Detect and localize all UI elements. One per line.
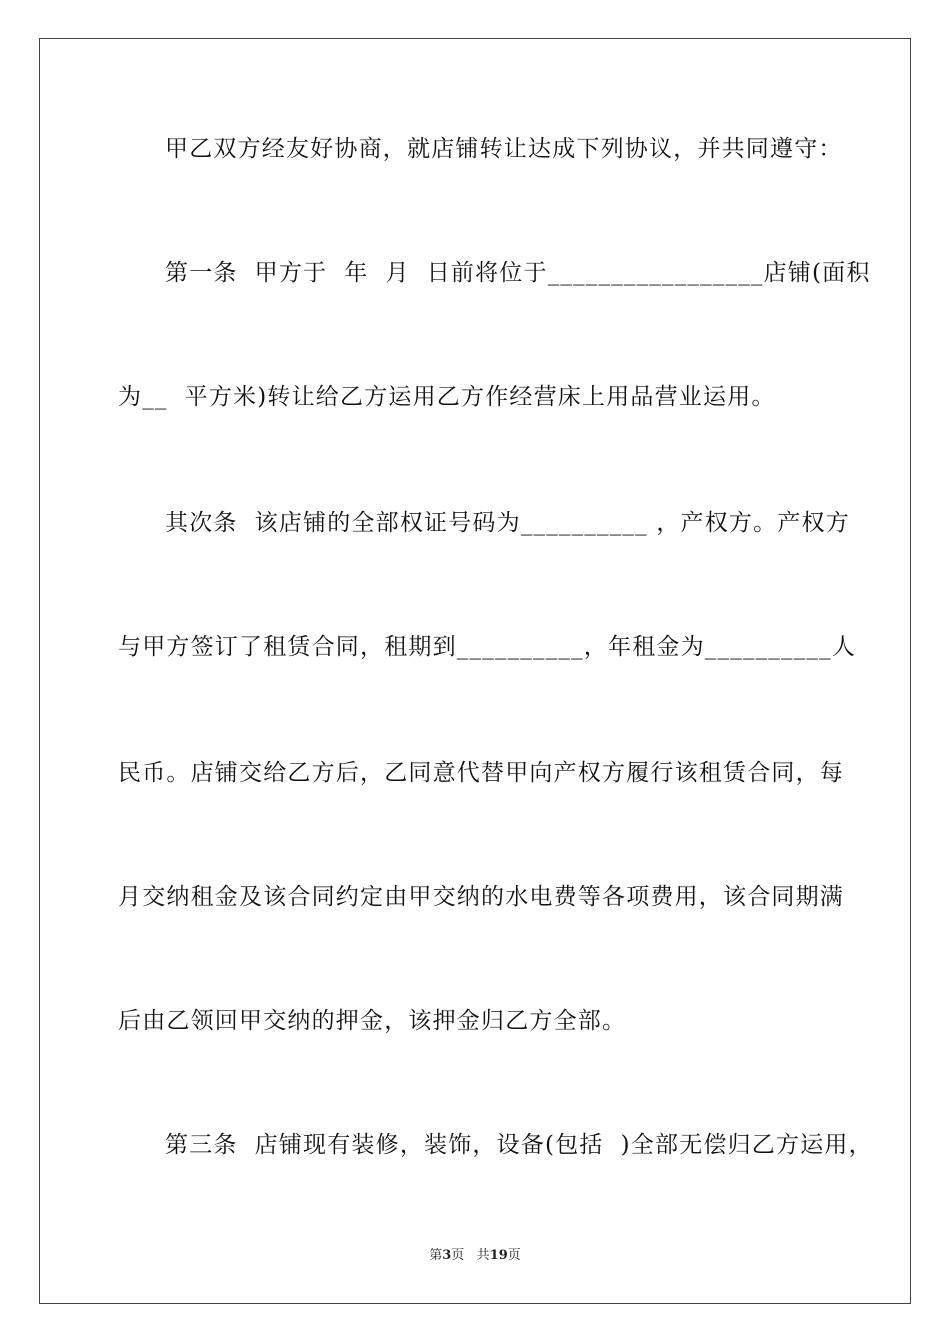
- text-line-6: 民币。店铺交给乙方后，乙同意代替甲向产权方履行该租赁合同，每: [118, 760, 844, 786]
- text-line-2: 第一条 甲方于 年 月 日前将位于_________________店铺(面积: [165, 260, 871, 286]
- text-line-4: 其次条 该店铺的全部权证号码为__________ ，产权方。产权方: [165, 510, 850, 536]
- text-line-8: 后由乙领回甲交纳的押金，该押金归乙方全部。: [118, 1008, 627, 1034]
- text-line-1: 甲乙双方经友好协商，就店铺转让达成下列协议，并共同遵守：: [165, 136, 843, 162]
- text-line-7: 月交纳租金及该合同约定由甲交纳的水电费等各项费用，该合同期满: [118, 884, 844, 910]
- page-total-number: 19: [489, 1248, 508, 1263]
- text-line-3: 为__ 平方米)转让给乙方运用乙方作经营床上用品营业运用。: [118, 384, 776, 410]
- total-prefix: 共: [476, 1248, 490, 1263]
- total-unit: 页: [507, 1248, 521, 1263]
- page-current-number: 3: [442, 1248, 452, 1263]
- page-unit: 页: [451, 1248, 465, 1263]
- page-prefix: 第: [429, 1248, 443, 1263]
- text-line-5: 与甲方签订了租赁合同，租期到__________，年租金为__________人: [118, 634, 856, 660]
- text-line-9: 第三条 店铺现有装修，装饰，设备(包括 )全部无偿归乙方运用，: [165, 1132, 873, 1158]
- page-frame: [39, 38, 911, 1304]
- page-footer: [0, 1248, 950, 1264]
